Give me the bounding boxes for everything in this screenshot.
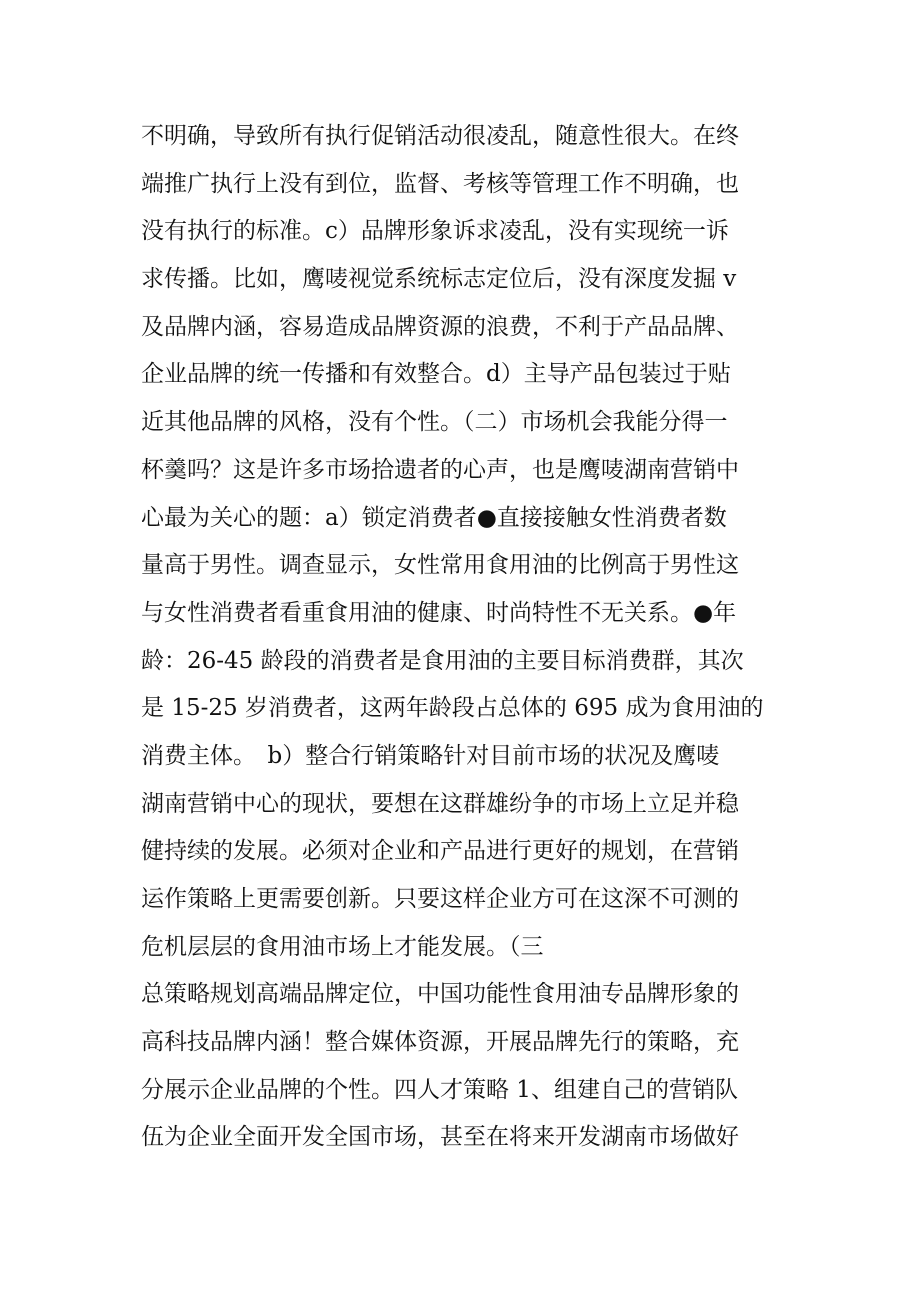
text-line: 总策略规划高端品牌定位，中国功能性食用油专品牌形象的 xyxy=(141,981,739,1008)
text-line: 消费主体。 b）整合行销策略针对目前市场的状况及鹰唛 xyxy=(141,742,720,769)
text-line: 伍为企业全面开发全国市场，甚至在将来开发湖南市场做好 xyxy=(141,1124,739,1151)
text-line: 企业品牌的统一传播和有效整合。d）主导产品包装过于贴 xyxy=(141,361,731,388)
text-line: 心最为关心的题：a）锁定消费者●直接接触女性消费者数 xyxy=(141,504,727,531)
text-line: 端推广执行上没有到位，监督、考核等管理工作不明确，也 xyxy=(141,170,739,197)
text-line: 高科技品牌内涵！整合媒体资源，开展品牌先行的策略，充 xyxy=(141,1029,739,1056)
text-line: 及品牌内涵，容易造成品牌资源的浪费，不利于产品品牌、 xyxy=(141,313,739,340)
text-line: 是 15-25 岁消费者，这两年龄段占总体的 695 成为食用油的 xyxy=(141,695,764,722)
text-line: 量高于男性。调查显示，女性常用食用油的比例高于男性这 xyxy=(141,552,739,579)
text-line: 湖南营销中心的现状，要想在这群雄纷争的市场上立足并稳 xyxy=(141,790,739,817)
text-line: 近其他品牌的风格，没有个性。（二）市场机会我能分得一 xyxy=(141,409,728,436)
body-text xyxy=(141,113,791,1162)
text-line: 没有执行的标准。c）品牌形象诉求凌乱，没有实现统一诉 xyxy=(141,218,729,245)
text-line: 健持续的发展。必须对企业和产品进行更好的规划，在营销 xyxy=(141,838,739,865)
text-line: 龄：26-45 龄段的消费者是食用油的主要目标消费群，其次 xyxy=(141,647,744,674)
text-line: 分展示企业品牌的个性。四人才策略 1、组建自己的营销队 xyxy=(141,1076,738,1103)
text-line: 运作策略上更需要创新。只要这样企业方可在这深不可测的 xyxy=(141,886,739,912)
text-line: 与女性消费者看重食用油的健康、时尚特性不无关系。●年 xyxy=(141,599,737,626)
text-line: 不明确，导致所有执行促销活动很凌乱，随意性很大。在终 xyxy=(141,123,739,149)
text-line: 求传播。比如，鹰唛视觉系统标志定位后，没有深度发掘 v xyxy=(141,266,737,293)
text-line: 杯羹吗？这是许多市场拾遗者的心声，也是鹰唛湖南营销中 xyxy=(141,456,739,483)
text-line: 危机层层的食用油市场上才能发展。（三 xyxy=(141,933,544,960)
